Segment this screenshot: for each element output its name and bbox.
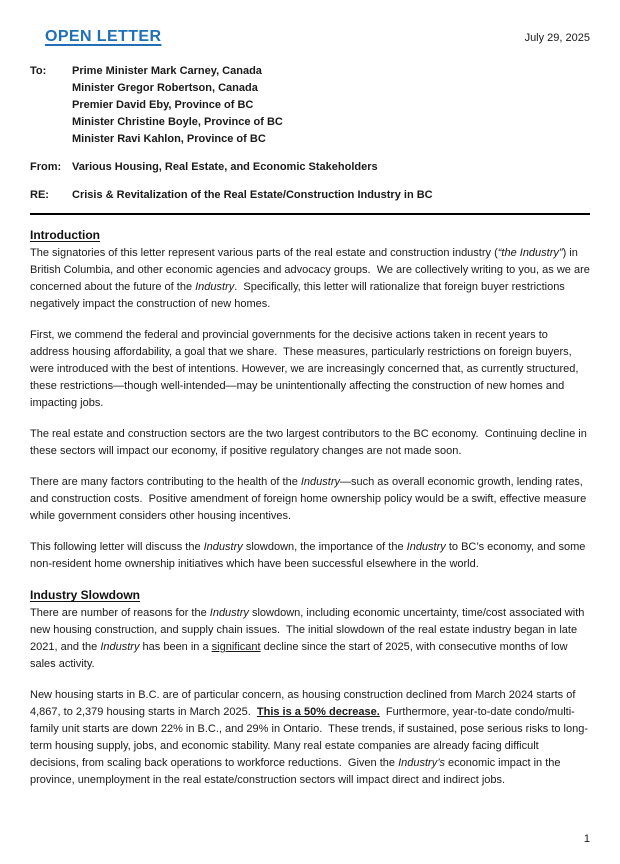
text-run: Industry <box>300 476 341 488</box>
text-run: slowdown, including economic uncertainty, time/cost associated with new housing construction, and supply chain issues. The initial slowdown of the real estate industry began in late 2021, and the <box>30 607 588 653</box>
recipient: Minister Ravi Kahlon, Province of BC <box>72 133 266 145</box>
text-run: Industry <box>195 281 235 293</box>
text-run: The signatories of this letter represent various parts of the real estate and construction industry ( <box>30 247 498 259</box>
text-run: Furthermore, year-to-date condo/multi-family unit starts are down 22% in B.C., and 29% in Ontario. These trends, if sustained, pose serious risks to long-term housing supply, jobs, and economic stability. Many real estate companies are already facing difficult decisions, from scaling back operations to workforce reductions. Given the <box>30 706 589 769</box>
paragraph <box>30 474 590 525</box>
text-run: First, we commend the federal and provincial governments for the decisive actions taken in recent years to address housing affordability, a goal that we share. These measures, particularly restrictions on foreign buyers, were introduced with the best of intentions. However, we are increasingly concerned that, as currently structured, these restrictions—though well-intended—may be unintentionally affecting the construction of new homes and impacting jobs. <box>30 329 582 409</box>
address-block <box>30 63 590 204</box>
text-run: slowdown, the importance of the <box>242 541 407 553</box>
text-run: significant <box>211 641 261 653</box>
paragraph <box>30 687 590 789</box>
page-number: 1 <box>583 833 590 845</box>
section-introduction <box>30 227 593 573</box>
text-run: economic impact in the province, unemployment in the real estate/construction sectors will impact direct and indirect jobs. <box>30 757 564 786</box>
paragraph <box>30 426 590 460</box>
text-run: Industry <box>100 641 140 653</box>
text-run: Industry <box>203 541 243 553</box>
section-heading-industry-slowdown: Industry Slowdown <box>30 588 140 602</box>
re-value: Crisis & Revitalization of the Real Estate/Construction Industry in BC <box>72 189 433 201</box>
paragraph <box>30 605 590 673</box>
paragraph <box>30 245 593 313</box>
from-row <box>30 159 590 176</box>
section-heading-introduction: Introduction <box>30 228 100 242</box>
text-run: New housing starts in B.C. are of particular concern, as housing construction declined from March 2024 starts of 4,867, to 2,379 housing starts in March 2025. <box>30 689 579 718</box>
to-row <box>30 63 590 148</box>
text-run: Industry <box>406 541 446 553</box>
re-row <box>30 187 590 204</box>
text-run: There are many factors contributing to the health of the <box>30 476 301 488</box>
text-run: has been in a <box>139 641 212 653</box>
text-run: ) in British Columbia, and other economic agencies and advocacy groups. We are collectively writing to you, as we are concerned about the future of the <box>30 247 593 293</box>
letter-date: July 29, 2025 <box>524 32 590 44</box>
text-run: The real estate and construction sectors are the two largest contributors to the BC economy. Continuing decline in these sectors will impact our economy, if positive regulatory changes are not made soon. <box>30 428 590 457</box>
text-run: to BC’s economy, and some non-resident home ownership initiatives which have been successful elsewhere in the world. <box>30 541 589 570</box>
recipient: Premier David Eby, Province of BC <box>72 99 254 111</box>
recipient: Minister Christine Boyle, Province of BC <box>72 116 283 128</box>
to-label: To: <box>30 65 47 77</box>
paragraph <box>30 327 590 412</box>
text-run: There are number of reasons for the <box>30 607 210 619</box>
section-industry-slowdown <box>30 587 590 789</box>
text-run: “the Industry” <box>497 247 563 259</box>
letter-header <box>30 28 590 47</box>
paragraph <box>30 539 590 573</box>
to-recipients <box>72 63 590 148</box>
text-run: This following letter will discuss the <box>30 541 204 553</box>
text-run: —such as overall economic growth, lending rates, and construction costs. Positive amendment of foreign home ownership policy would be a swift, effective measure while government considers other housing incentives. <box>30 476 590 522</box>
from-label: From: <box>30 161 62 173</box>
recipient: Prime Minister Mark Carney, Canada <box>72 65 262 77</box>
text-run: . Specifically, this letter will rationalize that foreign buyer restrictions negatively impact the construction of new homes. <box>30 281 568 310</box>
text-run: Industry <box>209 607 249 619</box>
recipient: Minister Gregor Robertson, Canada <box>72 82 258 94</box>
divider-rule <box>30 213 590 215</box>
re-label: RE: <box>30 189 49 201</box>
text-run: This is a 50% decrease. <box>256 706 380 718</box>
from-value: Various Housing, Real Estate, and Economic Stakeholders <box>72 161 378 173</box>
page-title: OPEN LETTER <box>45 28 162 45</box>
text-run: decline since the start of 2025, with consecutive months of low sales activity. <box>30 641 571 670</box>
text-run: Industry’s <box>398 757 445 769</box>
